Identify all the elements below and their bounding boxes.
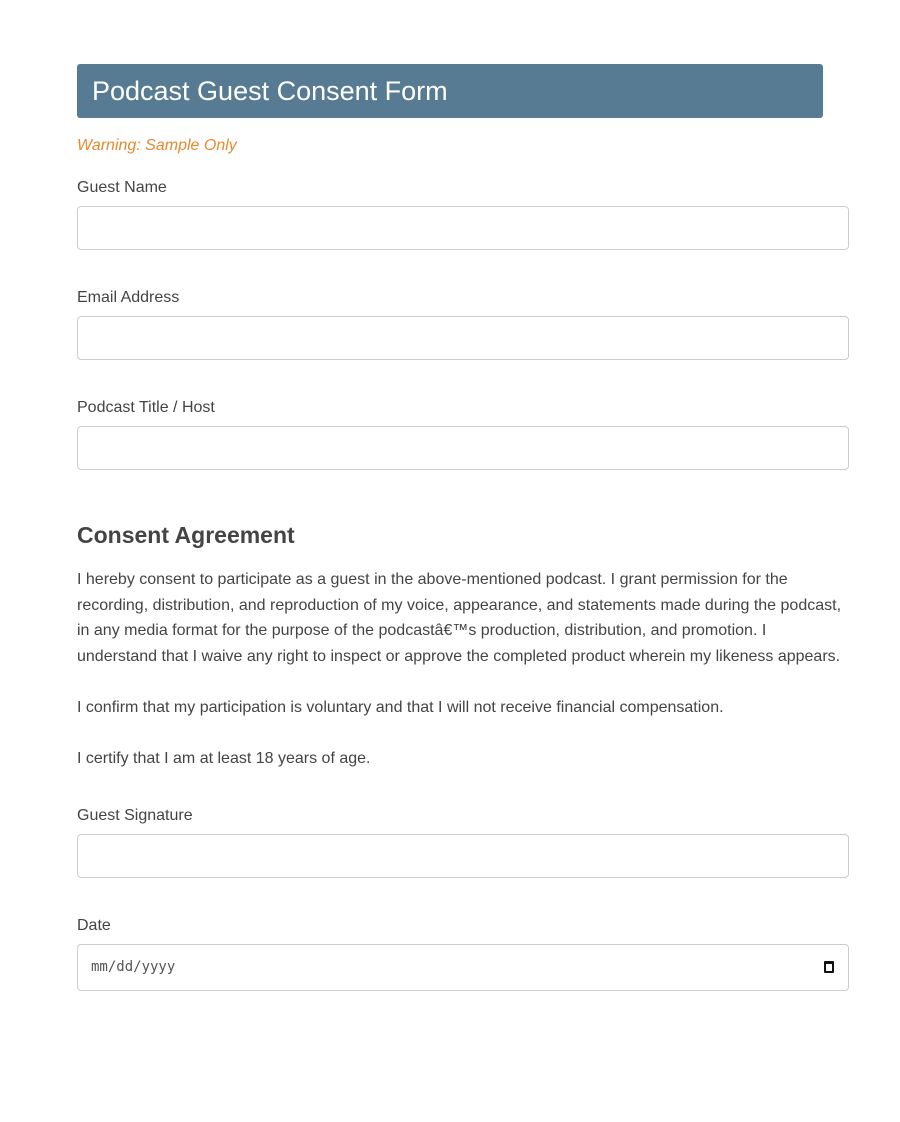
voluntary-paragraph: I confirm that my participation is voluntary and that I will not receive financial compensation.	[77, 698, 724, 716]
signature-input[interactable]	[77, 834, 849, 878]
email-input[interactable]	[77, 316, 849, 360]
date-field	[77, 916, 849, 991]
email-label: Email Address	[77, 289, 180, 306]
consent-paragraph: I hereby consent to participate as a guest in the above-mentioned podcast. I grant permission for the recording, distribution, and reproduction of my voice, appearance, and statements made during the podcast, in any media format for the purpose of the podcastâ€™s production, distribution, and promotion. I understand that I waive any right to inspect or approve the completed product wherein my likeness appears.	[77, 571, 842, 665]
email-field	[77, 288, 849, 360]
age-paragraph: I certify that I am at least 18 years of age.	[77, 750, 371, 768]
consent-form	[77, 64, 849, 991]
podcast-title-label: Podcast Title / Host	[77, 399, 215, 416]
signature-field	[77, 806, 849, 878]
consent-heading: Consent Agreement	[77, 522, 295, 548]
signature-label: Guest Signature	[77, 806, 193, 824]
calendar-icon[interactable]	[824, 961, 834, 973]
form-header	[77, 64, 823, 118]
date-placeholder: mm/dd/yyyy	[91, 959, 176, 976]
guest-name-label: Guest Name	[77, 179, 167, 196]
date-input[interactable]	[77, 944, 849, 991]
date-label: Date	[77, 916, 111, 934]
page-title: Podcast Guest Consent Form	[92, 75, 448, 106]
warning-text: Warning: Sample Only	[77, 137, 237, 154]
guest-name-field	[77, 178, 849, 250]
podcast-title-input[interactable]	[77, 426, 849, 470]
guest-name-input[interactable]	[77, 206, 849, 250]
podcast-title-field	[77, 398, 849, 470]
